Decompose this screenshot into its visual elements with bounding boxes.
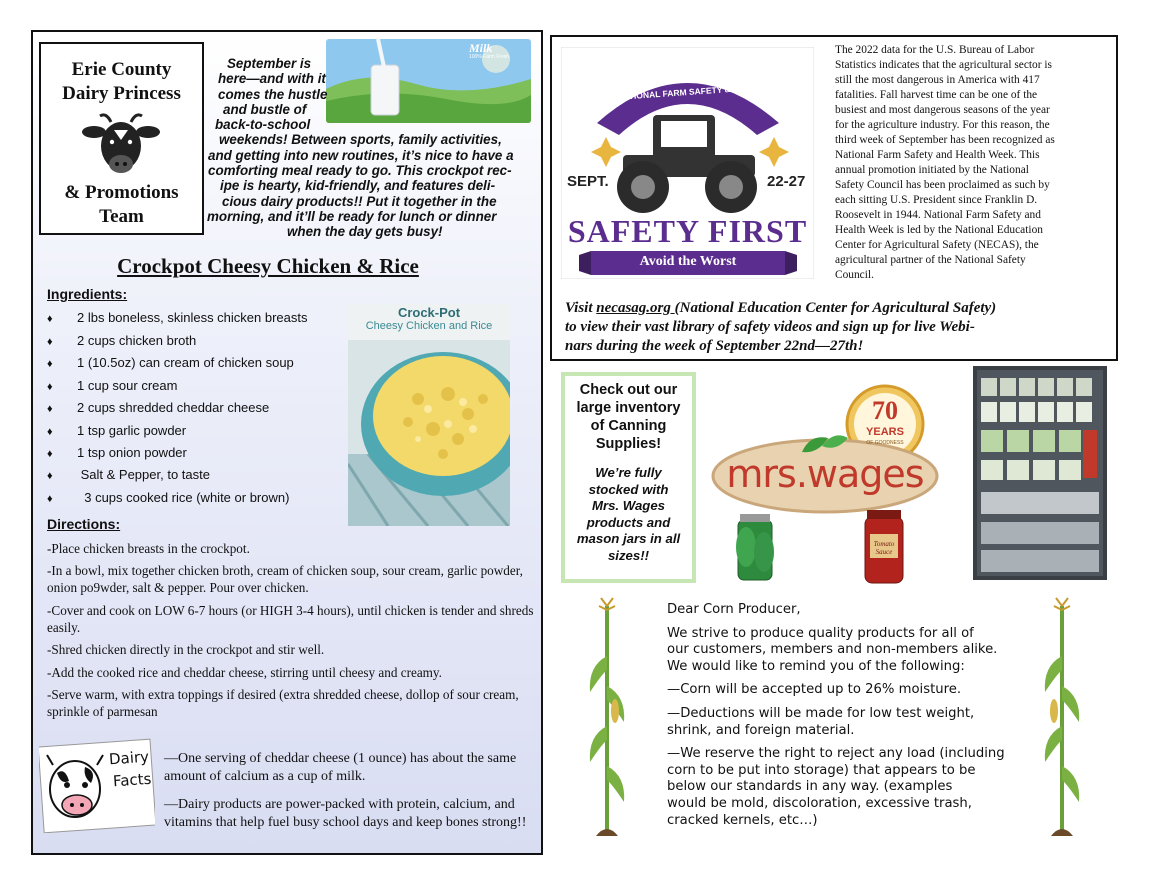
safety-text-line: Council. bbox=[835, 269, 874, 281]
direction-step: -Add the cooked rice and cheddar cheese, stirring until cheesy and creamy. bbox=[47, 665, 442, 680]
recipe-title: Crockpot Cheesy Chicken & Rice bbox=[117, 254, 419, 278]
intro-line: and bustle of bbox=[223, 101, 307, 117]
safety-logo-banner: Avoid the Worst bbox=[639, 254, 737, 269]
visit-necas-paragraph bbox=[565, 299, 1113, 356]
canning-heading-line: Supplies! bbox=[595, 436, 662, 452]
anniversary-number: 70 bbox=[872, 396, 898, 425]
letter-line: cracked kernels, etc…) bbox=[667, 812, 818, 828]
princess-title-line: Dairy Princess bbox=[62, 83, 181, 104]
cow-icon bbox=[74, 110, 169, 180]
intro-line: ipe is hearty, kid-friendly, and features deli- bbox=[220, 178, 496, 194]
direction-step: -Cover and cook on LOW 6-7 hours (or HIGH 3-4 hours), until chicken is tender and shreds easily. bbox=[47, 603, 534, 635]
letter-line: shrink, and foreign material. bbox=[667, 722, 855, 738]
intro-line: here—and with it bbox=[218, 71, 326, 87]
intro-line: when the day gets busy! bbox=[287, 224, 443, 240]
safety-text-line: National Farm Safety and Health Week. This bbox=[835, 149, 1040, 161]
anniversary-sub: OF GOODNESS bbox=[866, 440, 904, 446]
corn-stalk-icon bbox=[1041, 596, 1083, 841]
letter-spacer bbox=[667, 619, 1017, 626]
intro-paragraph bbox=[205, 56, 535, 240]
safety-text-line: for the agriculture industry. For this reason, the bbox=[835, 119, 1050, 131]
ingredient-item: ♦ Salt & Pepper, to taste bbox=[47, 467, 210, 482]
visit-text-line: nars during the week of September 22nd—27th! bbox=[565, 338, 864, 354]
safety-text-line: third week of September has been recognized as bbox=[835, 134, 1055, 146]
canning-sub-line: mason jars in all bbox=[576, 531, 681, 546]
canning-sub-line: Mrs. Wages bbox=[591, 498, 666, 513]
ingredient-item: ♦ 1 tsp garlic powder bbox=[47, 423, 187, 438]
direction-step: -Place chicken breasts in the crockpot. bbox=[47, 541, 250, 556]
intro-line: and getting into new routines, it’s nice to have a bbox=[208, 147, 514, 163]
safety-text-line: still the most dangerous in America with 417 bbox=[835, 74, 1040, 86]
tomato-sauce-label: Tomato Sauce bbox=[873, 540, 895, 556]
letter-line: —We reserve the right to reject any load (including bbox=[667, 746, 1005, 762]
dairy-fact: —Dairy products are power-packed with protein, calcium, and vitamins that help fuel busy school days and keep bones strong!! bbox=[164, 797, 527, 830]
letter-line: —Deductions will be made for low test weight, bbox=[667, 705, 975, 721]
direction-step: -In a bowl, mix together chicken broth, cream of chicken soup, sour cream, garlic powder, onion po9wder, salt & pepper. Pour over chicken. bbox=[47, 563, 523, 595]
milk-image-subtitle: 100% Farm Fresh bbox=[469, 54, 510, 60]
visit-prefix: Visit bbox=[565, 300, 597, 316]
visit-text-line: (National Education Center for Agricultural Safety) bbox=[674, 300, 997, 316]
safety-text-line: Statistics indicates that the agricultural sector is bbox=[835, 59, 1052, 71]
ingredient-item: ♦ 1 (10.5oz) can cream of chicken soup bbox=[47, 355, 294, 370]
canning-heading-line: of Canning bbox=[590, 418, 667, 434]
safety-text-line: busiest and most dangerous seasons of the year bbox=[835, 104, 1050, 116]
safety-text-line: Center for Agricultural Safety (NECAS), the bbox=[835, 239, 1039, 251]
letter-spacer bbox=[667, 675, 1017, 682]
ingredients-heading: Ingredients: bbox=[47, 286, 128, 302]
ingredient-item: ♦ 1 tsp onion powder bbox=[47, 445, 187, 460]
intro-line: September is bbox=[227, 56, 312, 71]
crockpot-photo-title: Crock-Pot bbox=[397, 305, 461, 320]
letter-line: —Corn will be accepted up to 26% moisture. bbox=[667, 682, 962, 698]
safety-logo-dates: 22-27 bbox=[767, 173, 806, 190]
letter-line: our customers, members and non-members alike. bbox=[667, 642, 998, 658]
canning-sub-line: stocked with bbox=[588, 481, 669, 497]
direction-step: -Shred chicken directly in the crockpot and stir well. bbox=[47, 642, 325, 657]
intro-line: comforting meal ready to go. This crockpot rec- bbox=[208, 163, 512, 179]
safety-logo-arc-text: NATIONAL FARM SAFETY & HEALTH WEEK bbox=[616, 79, 795, 102]
corn-producer-letter bbox=[667, 602, 1017, 829]
dairy-princess-box bbox=[39, 42, 204, 235]
dairy-fact: —One serving of cheddar cheese (1 ounce) has about the same amount of calcium as a cup of milk. bbox=[164, 751, 517, 784]
necas-link[interactable]: necasag.org bbox=[596, 300, 675, 316]
ingredient-item: ♦ 1 cup sour cream bbox=[47, 378, 178, 393]
safety-logo-sept: SEPT. bbox=[567, 173, 609, 190]
canning-heading-line: large inventory bbox=[576, 400, 681, 416]
store-shelf-photo bbox=[973, 366, 1107, 580]
intro-line: morning, and it’ll be ready for lunch or dinner bbox=[207, 208, 497, 224]
intro-line: weekends! Between sports, family activities, bbox=[219, 132, 502, 148]
visit-text-line: to view their vast library of safety videos and sign up for live Webi- bbox=[565, 319, 975, 335]
mrs-wages-logo bbox=[710, 382, 940, 590]
safety-text-line: The 2022 data for the U.S. Bureau of Labor bbox=[835, 44, 1035, 56]
canning-sub-line: products and bbox=[586, 514, 671, 530]
crockpot-photo bbox=[348, 304, 510, 526]
intro-line: back-to-school bbox=[215, 117, 311, 133]
farm-safety-panel bbox=[550, 35, 1118, 361]
dairy-facts-label: Facts bbox=[112, 769, 152, 791]
corn-stalk-icon bbox=[586, 596, 628, 841]
letter-line: We would like to remind you of the following: bbox=[667, 658, 965, 674]
letter-spacer bbox=[667, 739, 1017, 746]
canning-heading-line: Check out our bbox=[579, 382, 678, 398]
safety-text-line: Roosevelt in 1944. National Farm Safety and bbox=[835, 209, 1041, 221]
safety-week-paragraph bbox=[835, 43, 1105, 283]
letter-line: We strive to produce quality products for all of bbox=[667, 625, 974, 641]
directions-heading: Directions: bbox=[47, 516, 121, 532]
crockpot-photo-subtitle: Cheesy Chicken and Rice bbox=[365, 320, 493, 332]
ingredient-item: ♦ 3 cups cooked rice (white or brown) bbox=[47, 490, 290, 505]
mrs-wages-brand: mrs.wages bbox=[726, 452, 924, 496]
canning-subtext bbox=[565, 465, 692, 564]
letter-line: below our standards in any way. (examples bbox=[667, 779, 953, 795]
safety-week-logo bbox=[561, 47, 814, 279]
ingredient-item: ♦ 2 cups chicken broth bbox=[47, 333, 197, 348]
ingredient-item: ♦ 2 lbs boneless, skinless chicken breasts bbox=[47, 310, 308, 325]
ingredient-item: ♦ 2 cups shredded cheddar cheese bbox=[47, 400, 270, 415]
direction-step: -Serve warm, with extra toppings if desired (extra shredded cheese, dollop of sour cream, sprinkle of parmesan bbox=[47, 687, 519, 719]
canning-sub-line: sizes!! bbox=[607, 547, 650, 563]
safety-text-line: agricultural partner of the National Safety bbox=[835, 254, 1026, 266]
dairy-facts-label: Dairy bbox=[108, 747, 150, 769]
letter-line: corn to be put into storage) that appears to be bbox=[667, 762, 976, 778]
princess-title-line: & Promotions bbox=[64, 182, 179, 203]
letter-line: Dear Corn Producer, bbox=[667, 602, 801, 617]
intro-line: cious dairy products!! Put it together in the bbox=[222, 193, 497, 209]
safety-text-line: fatalities. Fall harvest time can be one of the bbox=[835, 89, 1038, 101]
canning-supplies-box bbox=[561, 372, 696, 583]
milk-image-title: Milk bbox=[469, 41, 493, 55]
princess-title-line: Erie County bbox=[71, 59, 172, 80]
safety-text-line: each sitting U.S. President since Franklin D. bbox=[835, 194, 1038, 206]
recipe-panel bbox=[31, 30, 543, 855]
dairy-facts-badge bbox=[39, 737, 155, 833]
princess-title-line: Team bbox=[99, 206, 144, 227]
canning-sub-line: We’re fully bbox=[595, 465, 662, 480]
canning-heading bbox=[565, 381, 692, 453]
safety-text-line: Safety Council has been proclaimed as such by bbox=[835, 179, 1050, 191]
safety-text-line: annual promotion initiated by the National bbox=[835, 164, 1029, 176]
letter-spacer bbox=[667, 699, 1017, 706]
safety-text-line: Health Week is led by the National Education bbox=[835, 224, 1043, 236]
anniversary-word: YEARS bbox=[866, 426, 904, 438]
safety-logo-main: SAFETY FIRST bbox=[567, 213, 808, 249]
intro-line: comes the hustle bbox=[218, 86, 328, 102]
letter-line: would be mold, discoloration, excessive trash, bbox=[667, 795, 972, 811]
